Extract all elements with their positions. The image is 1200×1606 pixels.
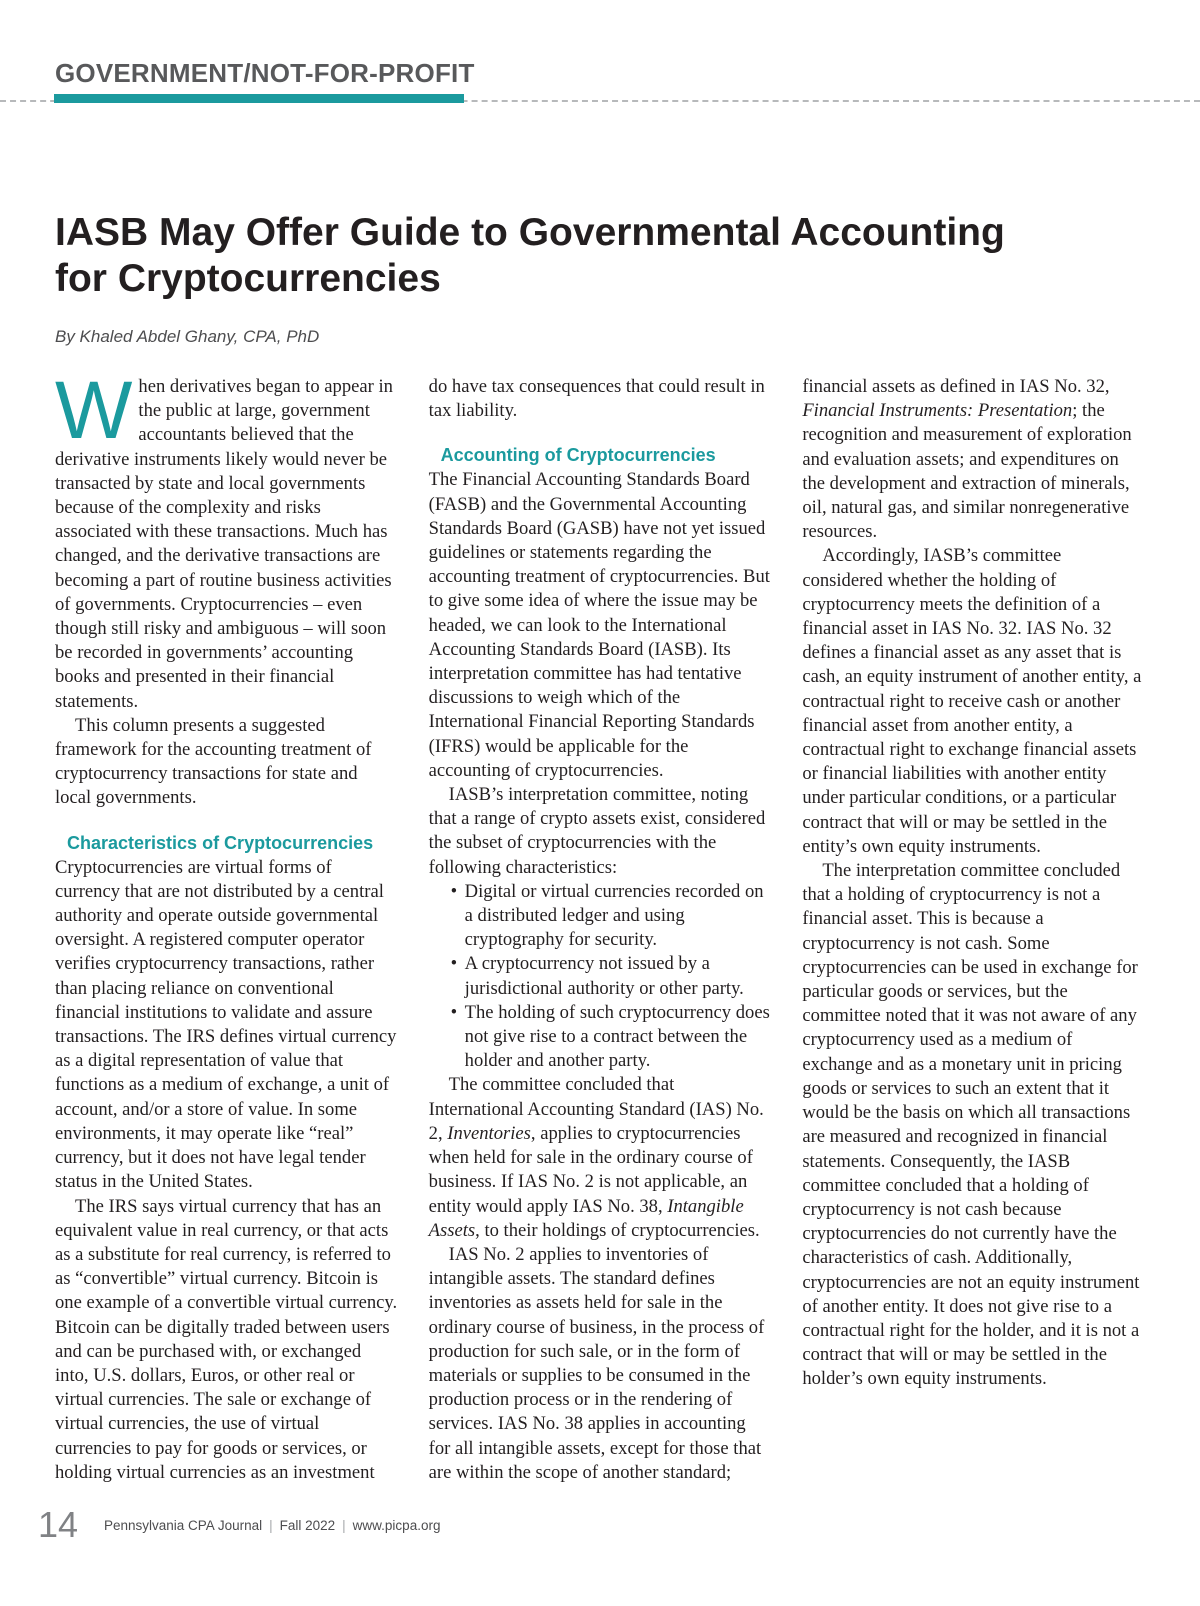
page-number: 14: [38, 1504, 79, 1545]
paragraph: The IRS says virtual currency that has an equivalent value in real currency, or that acts as a substitute for real currency, is referred to as “convertible” virtual currency. Bitcoin is one example of a convertible virtual currency. Bitcoin can be digitally traded between users and can be purchased with, or exchanged into, U.S. dollars, Euros, or other real or virtual currencies. The sale or exchange of virtual currencies, the use of virtual currencies to pay for goods or services, or holding virtual currencies as an investment do have tax consequences that could result in tax liability.: [55, 376, 765, 1483]
subhead-accounting: Accounting of Cryptocurrencies: [440, 445, 716, 466]
article-title: IASB May Offer Guide to Governmental Accounting for Cryptocurrencies: [55, 211, 1005, 300]
text-run: , applies to cryptocurrencies when held for sale in the ordinary course of business. If IAS No. 2 is not applicable, an entity would apply IAS No. 38,: [428, 1122, 753, 1217]
website-link[interactable]: www.picpa.org: [352, 1518, 441, 1533]
drop-cap: W: [55, 365, 133, 456]
standard-title: Financial Instruments: Presentation: [802, 400, 1073, 422]
text-run: The committee concluded that International Accounting Standard (IAS) No. 2,: [428, 1074, 764, 1144]
subhead-characteristics: Characteristics of Cryptocurrencies: [67, 832, 374, 853]
footer-separator: |: [269, 1518, 273, 1533]
article-byline: By Khaled Abdel Ghany, CPA, PhD: [55, 327, 320, 346]
list-item: • A cryptocurrency not issued by a jurisdictional authority or other party.: [451, 952, 772, 1000]
paragraph: This column presents a suggested framework for the accounting treatment of cryptocurrency transactions for state and local governments.: [55, 714, 372, 809]
characteristics-list: [429, 880, 772, 1074]
paragraph: The Financial Accounting Standards Board (FASB) and the Governmental Accounting Standards Board (GASB) have not yet issued guidelines or statements regarding the accounting treatment of cryptocurrencies. But to give some idea of where the issue may be headed, we can look to the International Accounting Standards Board (IASB). Its interpretation committee has had tentative discussions to weigh which of the International Financial Reporting Standards (IFRS) would be applicable for the accounting of cryptocurrencies.: [428, 469, 770, 781]
standard-title: Inventories: [447, 1122, 531, 1144]
paragraph: [429, 1073, 772, 1242]
paragraph: The interpretation committee concluded that a holding of cryptocurrency is not a financial asset. This is because a cryptocurrency is not cash. Some cryptocurrencies can be used in exchange for particular goods or services, but the committee noted that it was not aware of any cryptocurrency used as a medium of exchange and as a monetary unit in pricing goods or services to such an extent that it would be the basis on which all transactions are measured and recognized in financial statements. Consequently, the IASB committee concluded that a holding of cryptocurrency is not cash because cryptocurrencies do not currently have the characteristics of cash. Additionally, cryptocurrencies are not an equity instrument of another entity. It does not give rise to a contractual right for the holder, and it is not a contract that will or may be settled in the holder’s own equity instruments.: [802, 860, 1140, 1390]
list-item: • Digital or virtual currencies recorded on a distributed ledger and using cryptography for security.: [451, 880, 772, 953]
section-label: GOVERNMENT/NOT-FOR-PROFIT: [55, 58, 475, 88]
article-body: [55, 365, 1145, 1505]
paragraph: Cryptocurrencies are virtual forms of currency that are not distributed by a central authority and operate outside governmental oversight. A registered computer operator verifies cryptocurrency transactions, rather than placing reliance on conventional financial institutions to validate and assure transactions. The IRS defines virtual currency as a digital representation of value that functions as a medium of exchange, a unit of account, and/or a store of value. In some environments, it may operate like “real” currency, but it does not have legal tender status in the United States.: [55, 856, 397, 1193]
list-item: • The holding of such cryptocurrency does not give rise to a contract between the holder and another party.: [451, 1001, 772, 1074]
text-run: IAS No. 2 applies to inventories of intangible assets. The standard defines inventories as assets held for sale in the ordinary course of business, in the process of production for such sale, or in the form of materials or supplies to be consumed in the production process or in the rendering of services. IAS No. 38 applies in accounting for all intangible assets, except for those that are within the scope of another standard; financial assets as defined in IAS No. 32,: [428, 376, 1110, 1483]
footer-separator: |: [342, 1518, 346, 1533]
footer-credits: [104, 1518, 440, 1533]
publication-name: Pennsylvania CPA Journal: [104, 1518, 263, 1533]
text-run: , to their holdings of cryptocurrencies.: [475, 1219, 760, 1241]
header-accent-bar: [54, 94, 464, 103]
issue-label: Fall 2022: [279, 1518, 336, 1533]
paragraph: Accordingly, IASB’s committee considered whether the holding of cryptocurrency meets the definition of a financial asset in IAS No. 32. IAS No. 32 defines a financial asset as any asset that is cash, an equity instrument of another entity, a contractual right to receive cash or another financial asset from another entity, a contractual right to exchange financial assets or financial liabilities with another entity under particular conditions, or a particular contract that will or may be settled in the entity’s own equity instruments.: [802, 545, 1142, 857]
paragraph: IASB’s interpretation committee, noting that a range of crypto assets exist, considered the subset of cryptocurrencies with the following characteristics:: [428, 784, 766, 878]
standard-title: Intangible Assets: [428, 1195, 744, 1241]
text-run: ; the recognition and measurement of exploration and evaluation assets; and expenditures on the development and extraction of minerals, oil, natural gas, and similar nonregenerative resources.: [802, 400, 1132, 543]
paragraph-intro: [55, 365, 398, 714]
paragraph-text: hen derivatives began to appear in the public at large, government accountants believed that the derivative instruments likely would never be transacted by state and local governments because of the complexity and risks associated with these transactions. Much has changed, and the derivative transactions are becoming a part of routine business activities of governments. Cryptocurrencies – even though still risky and ambiguous – will soon be recorded in governments’ accounting books and presented in their financial statements.: [55, 376, 393, 712]
